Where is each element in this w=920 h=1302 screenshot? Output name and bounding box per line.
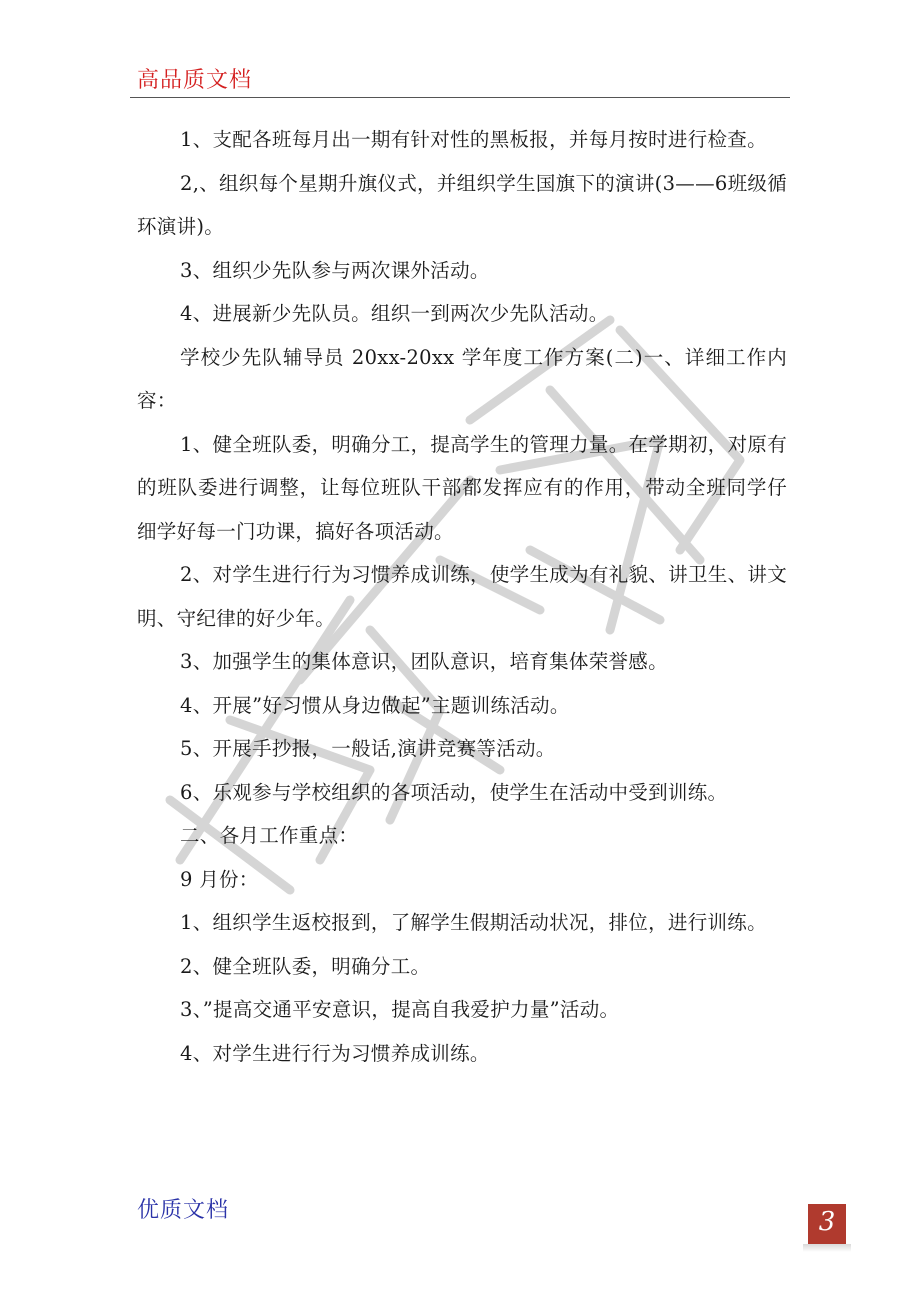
paragraph: 2、对学生进行行为习惯养成训练，使学生成为有礼貌、讲卫生、讲文明、守纪律的好少年。	[137, 563, 787, 630]
paragraph: 4、开展”好习惯从身边做起”主题训练活动。	[180, 693, 570, 717]
paragraph: 4、进展新少先队员。组织一到两次少先队活动。	[180, 302, 609, 325]
paragraph: 6、乐观参与学校组织的各项活动，使学生在活动中受到训练。	[180, 780, 728, 804]
paragraph: 1、支配各班每月出一期有针对性的黑板报，并每月按时进行检查。	[180, 128, 767, 151]
footer-title: 优质文档	[137, 1198, 230, 1223]
paragraph: 9 月份：	[180, 867, 259, 891]
document-body	[137, 118, 787, 1075]
header-title: 高品质文档	[137, 68, 253, 93]
header-divider	[130, 97, 790, 98]
page-badge-shadow	[803, 1244, 851, 1252]
paragraph: 1、组织学生返校报到，了解学生假期活动状况，排位，进行训练。	[180, 911, 767, 934]
paragraph: 5、开展手抄报，一般话,演讲竞赛等活动。	[180, 737, 556, 760]
page-number-badge: 3	[808, 1204, 846, 1244]
paragraph: 3、组织少先队参与两次课外活动。	[180, 258, 490, 282]
paragraph: 4、对学生进行行为习惯养成训练。	[180, 1041, 490, 1065]
paragraph: 学校少先队辅导员 20xx-20xx 学年度工作方案(二)一、详细工作内容：	[137, 345, 787, 412]
paragraph: 3、”提高交通平安意识，提高自我爱护力量”活动。	[180, 998, 620, 1021]
paragraph: 2、健全班队委，明确分工。	[180, 954, 431, 978]
paragraph: 2,、组织每个星期升旗仪式，并组织学生国旗下的演讲(3——6班级循环演讲)。	[137, 171, 787, 238]
paragraph: 1、健全班队委，明确分工，提高学生的管理力量。在学期初，对原有的班队委进行调整，让每位班队干部都发挥应有的作用，带动全班同学仔细学好每一门功课，搞好各项活动。	[137, 432, 787, 543]
paragraph: 二、各月工作重点：	[180, 824, 359, 847]
paragraph: 3、加强学生的集体意识，团队意识，培育集体荣誉感。	[180, 650, 668, 673]
